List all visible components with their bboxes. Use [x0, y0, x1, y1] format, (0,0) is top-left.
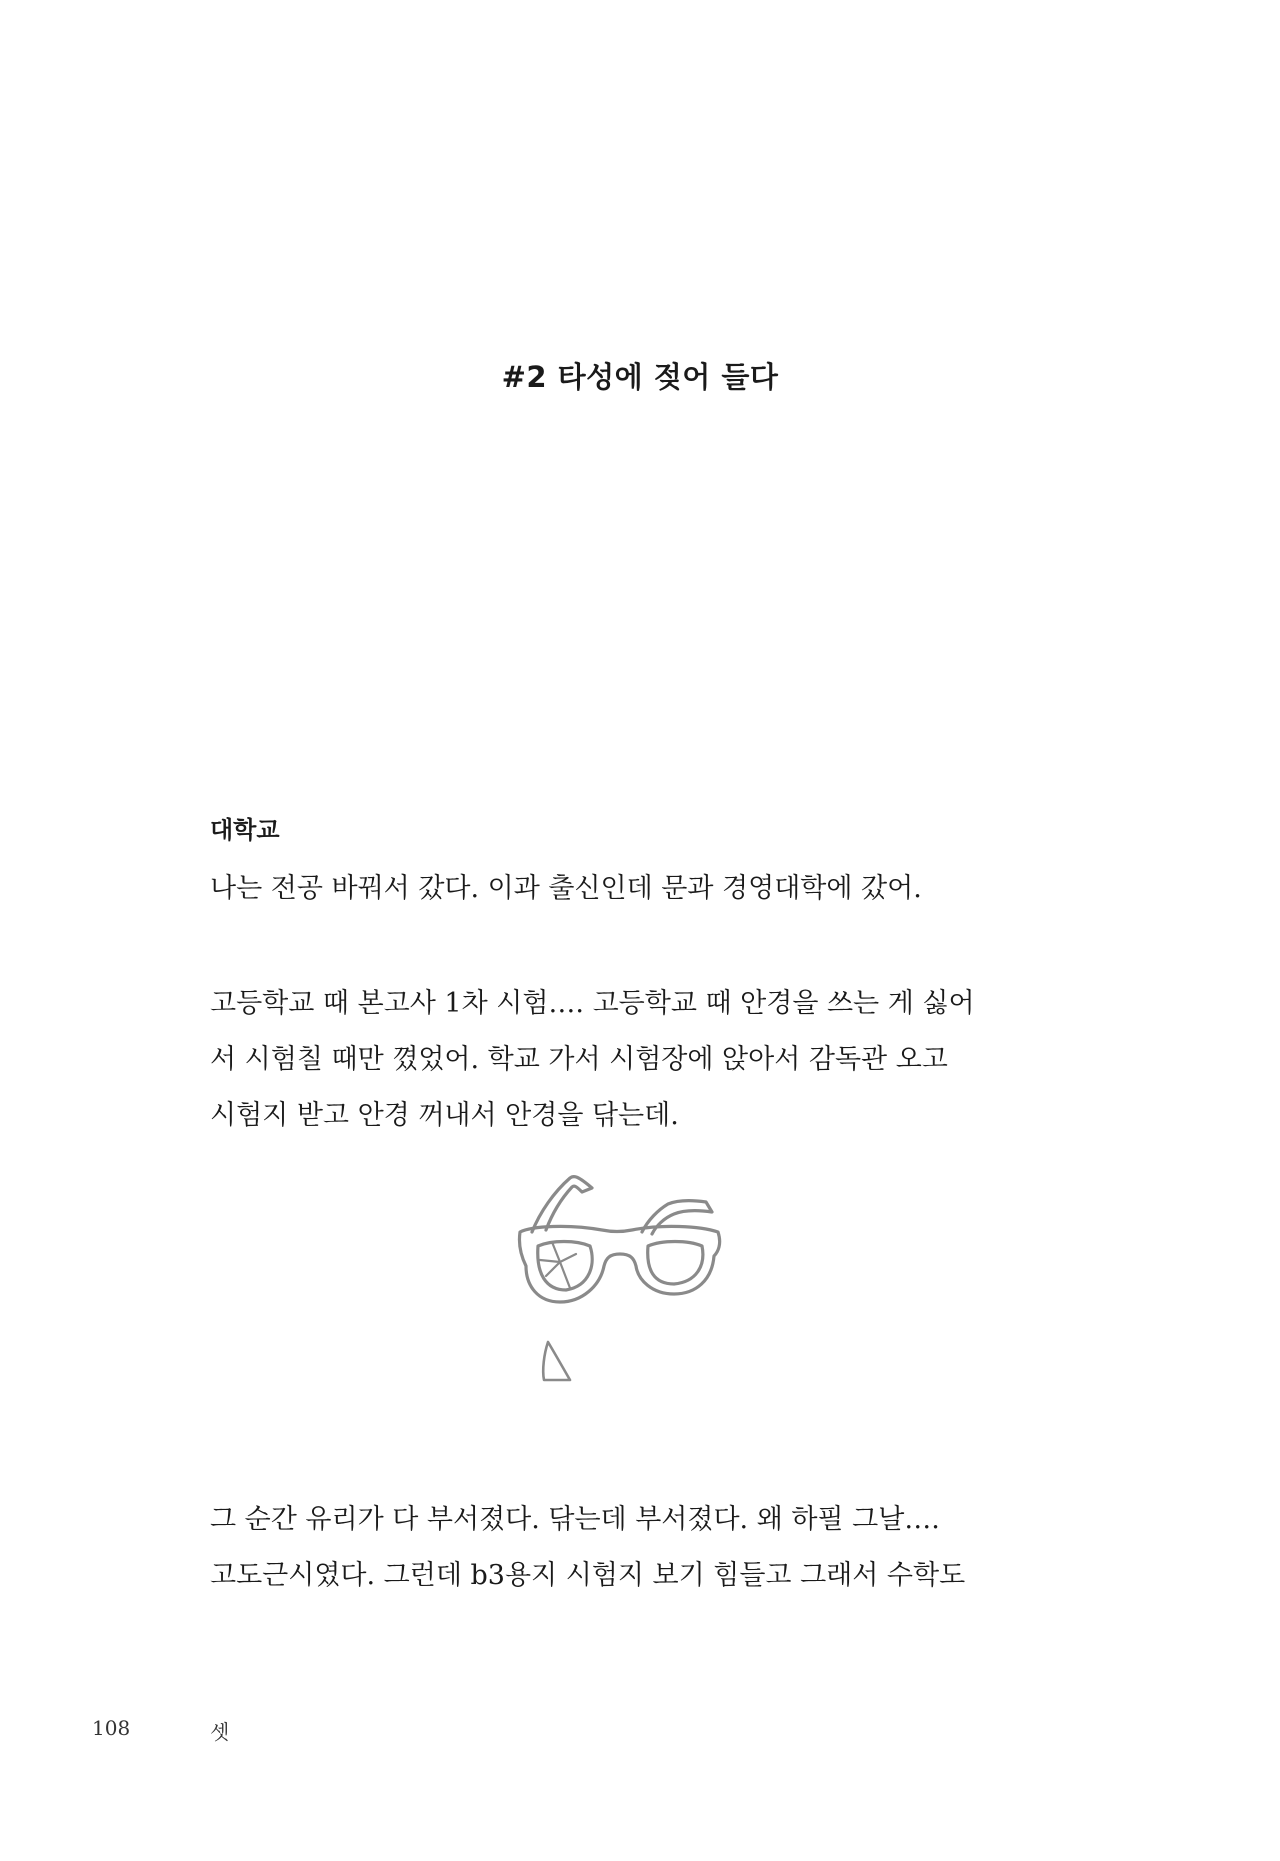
- page-number: 108: [92, 1716, 131, 1740]
- broken-glasses-icon: [512, 1170, 727, 1324]
- body-line: 그 순간 유리가 다 부서졌다. 닦는데 부서졌다. 왜 하필 그날….: [210, 1504, 940, 1535]
- glass-shard-icon: [540, 1338, 574, 1388]
- body-line: 고도근시였다. 그런데 b3용지 시험지 보기 힘들고 그래서 수학도: [210, 1560, 966, 1591]
- body-line: 시험지 받고 안경 꺼내서 안경을 닦는데.: [210, 1100, 679, 1131]
- body-line: 고등학교 때 본고사 1차 시험…. 고등학교 때 안경을 쓰는 게 싫어: [210, 988, 975, 1019]
- running-head: 셋: [210, 1720, 230, 1744]
- body-line: 서 시험칠 때만 꼈었어. 학교 가서 시험장에 앉아서 감독관 오고: [210, 1044, 948, 1075]
- section-heading: 대학교: [210, 816, 280, 844]
- body-line: 나는 전공 바꿔서 갔다. 이과 출신인데 문과 경영대학에 갔어.: [210, 873, 922, 904]
- chapter-title: #2 타성에 젖어 들다: [501, 360, 779, 394]
